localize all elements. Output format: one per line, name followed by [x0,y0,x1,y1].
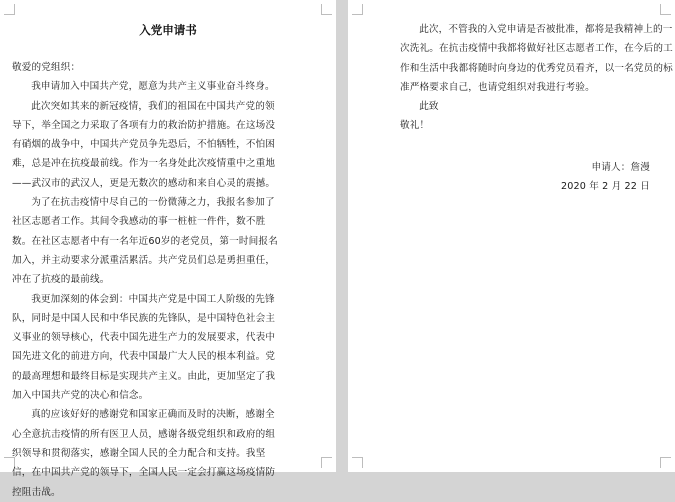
document-title: 入党申请书 [139,23,197,37]
paragraph: 真的应该好好的感谢党和国家正确而及时的决断，感谢全心全意抗击疫情的所有医卫人员，感谢各级党组织和政府的组织领导和贯彻落实，感谢全国人民的全力配合和支持。我坚信，在中国共产党的领导下，全国人民一定会打赢这场疫情防控阻击战。 [12,409,276,498]
salutation: 敬爱的党组织： [12,62,81,73]
document-page-1 [0,0,336,498]
paragraph: 我更加深刻的体会到：中国共产党是中国工人阶级的先锋队，同时是中国人民和中华民族的先锋队，是中国特色社会主义事业的领导核心，代表中国先进生产力的发展要求，代表中国先进文化的前进方向，代表中国最广大人民的根本利益。党的最高理想和最终目标是实现共产主义。由此，更加坚定了我加入中国共产党的决心和信念。 [12,293,276,402]
closing: 敬礼！ [400,120,430,132]
paragraph: 我申请加入中国共产党，愿意为共产主义事业奋斗终身。 [31,81,275,93]
page-corner-mark [352,4,363,15]
page-corner-mark [660,457,671,468]
page-corner-mark [660,4,671,15]
signature-block [400,158,650,197]
page-corner-mark [321,4,332,15]
paragraph: 为了在抗击疫情中尽自己的一份微薄之力，我报名参加了社区志愿者工作。其间令我感动的事一桩桩一件件，数不胜数。在社区志愿者中有一名年近60岁的老党员，第一时间报名加入，并主动要求分派重活累活。共产党员们总是勇担重任，冲在了抗疫的最前线。 [12,197,278,286]
page2-body [400,20,674,136]
paragraph: 此次突如其来的新冠疫情，我们的祖国在中国共产党的领导下，举全国之力采取了各项有力的救治防护措施。在这场没有硝烟的战争中，中国共产党员争先恐后，不怕牺牲，不怕困难，总是冲在抗疫最前线。作为一名身处此次疫情重中之重地——武汉市的武汉人，更是无数次的感动和来自心灵的震撼。 [12,100,276,189]
application-date: 2020 年 2 月 22 日 [560,181,650,193]
page-corner-mark [352,457,363,468]
paragraph: 此致 [419,101,439,113]
page-corner-mark [321,457,332,468]
paragraph: 此次，不管我的入党申请是否被批准，都将是我精神上的一次洗礼。在抗击疫情中我都将做好社区志愿者工作，在今后的工作和生活中我都将随时向身边的优秀党员看齐，以一名党员的标准严格要求自己，也请党组织对我进行考验。 [400,24,673,93]
page1-body [12,58,284,502]
document-page-2 [348,0,675,472]
page-corner-mark [4,4,15,15]
applicant-name: 申请人：詹漫 [591,162,650,173]
